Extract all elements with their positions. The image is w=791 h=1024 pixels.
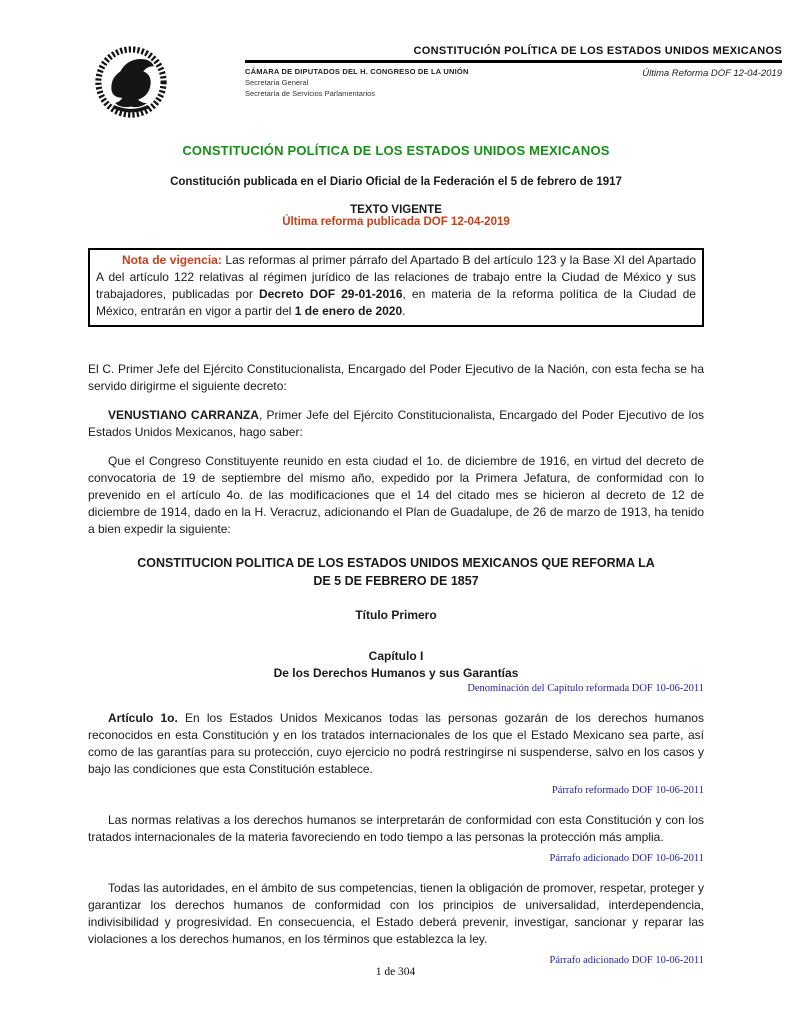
header-last-reform: Última Reforma DOF 12-04-2019 — [642, 68, 782, 79]
note-text-2: , en materia de la reforma política de la Ciudad de México, entrarán en vigor a partir del — [96, 287, 696, 318]
note-effective-date: 1 de enero de 2020 — [294, 304, 403, 318]
articulo-1-text: En los Estados Unidos Mexicanos todas las personas gozarán de los derechos humanos reconocidos en esta Constitución y en los tratados internacionales de los que el Estado Mexicano sea parte, así como de las garantías para su protección, cuyo ejercicio no podrá restringirse ni suspenderse, salvo en los casos y bajo las condiciones que esta Constitución establece. — [88, 711, 704, 776]
reform-heading — [88, 554, 704, 590]
page-header — [88, 45, 782, 117]
validity-note-box — [88, 248, 704, 327]
capitulo-heading: Capítulo I — [368, 649, 424, 663]
org-secretaria-general: Secretaría General — [245, 78, 309, 87]
org-servicios-parlamentarios: Secretaría de Servicios Parlamentarios — [245, 89, 376, 98]
header-subrow — [245, 67, 782, 98]
validity-note-label: Nota de vigencia: — [122, 253, 222, 267]
paragraph-normas: Las normas relativas a los derechos humanos se interpretarán de conformidad con esta Constitución y con los tratados internacionales de la materia favoreciendo en todo tiempo a las personas la protección más amplia. — [88, 813, 704, 844]
published-line: Constitución publicada en el Diario Oficial de la Federación el 5 de febrero de 1917 — [170, 176, 622, 188]
titulo-primero-heading: Título Primero — [355, 608, 437, 622]
org-block — [245, 67, 469, 98]
capitulo-reform-annotation: Denominación del Capítulo reformada DOF 10-06-2011 — [467, 683, 704, 694]
document-title: CONSTITUCIÓN POLÍTICA DE LOS ESTADOS UNIDOS MEXICANOS — [182, 143, 610, 158]
note-decree-ref: Decreto DOF 29-01-2016 — [258, 287, 403, 301]
carranza-name: VENUSTIANO CARRANZA — [108, 408, 259, 422]
note-text-1: Las reformas al primer párrafo del Apartado B del artículo 123 y la Base XI del Apartado A del artículo 122 relativas al régimen jurídico de las relaciones de trabajo entre la Ciudad de México y sus trabajadores, publicadas por — [96, 253, 697, 301]
carranza-rest: , Primer Jefe del Ejército Constitucionalista, Encargado del Poder Ejecutivo de los Estados Unidos Mexicanos, hago saber: — [88, 408, 705, 439]
reform-heading-line1: CONSTITUCION POLITICA DE LOS ESTADOS UNIDOS MEXICANOS QUE REFORMA LA — [137, 556, 655, 570]
capitulo-subtitle: De los Derechos Humanos y sus Garantías — [273, 666, 519, 680]
articulo-1-label: Artículo 1o. — [108, 711, 178, 725]
normas-annotation: Párrafo adicionado DOF 10-06-2011 — [549, 853, 704, 864]
paragraph-carranza — [88, 407, 704, 441]
reform-heading-line2: DE 5 DE FEBRERO DE 1857 — [313, 574, 479, 588]
paragraph-autoridades: Todas las autoridades, en el ámbito de sus competencias, tienen la obligación de promover, respetar, proteger y garantizar los derechos humanos de conformidad con los principios de universalidad, interdependencia, indivisibilidad y progresividad. En consecuencia, el Estado deberá prevenir, investigar, sancionar y reparar las violaciones a los derechos humanos, en los términos que establezca la ley. — [88, 881, 704, 946]
validity-note-text — [96, 252, 696, 320]
mexico-coat-of-arms-icon — [85, 45, 177, 119]
articulo-1-annotation: Párrafo reformado DOF 10-06-2011 — [551, 785, 704, 796]
paragraph-congreso: Que el Congreso Constituyente reunido en esta ciudad el 1o. de diciembre de 1916, en virtud del decreto de convocatoria de 19 de septiembre del mismo año, expedido por la Primera Jefatura, de conformidad con lo prevenido en el artículo 4o. de las modificaciones que el 14 del citado mes se hicieron al decreto de 12 de diciembre de 1914, dado en la H. Veracruz, adicionando el Plan de Guadalupe, de 26 de marzo de 1913, ha tenido a bien expedir la siguiente: — [88, 454, 704, 536]
note-text-3: . — [402, 304, 406, 318]
paragraph-articulo-1 — [88, 710, 704, 778]
autoridades-annotation: Párrafo adicionado DOF 10-06-2011 — [549, 955, 704, 966]
header-doc-title: CONSTITUCIÓN POLÍTICA DE LOS ESTADOS UNIDOS MEXICANOS — [245, 45, 782, 63]
header-right — [245, 45, 782, 98]
last-reform-published: Última reforma publicada DOF 12-04-2019 — [282, 216, 510, 228]
org-chamber: CÁMARA DE DIPUTADOS DEL H. CONGRESO DE LA UNIÓN — [245, 67, 469, 76]
page-number: 1 de 304 — [375, 966, 416, 978]
texto-vigente-label: TEXTO VIGENTE — [350, 204, 442, 216]
paragraph-decree-intro: El C. Primer Jefe del Ejército Constitucionalista, Encargado del Poder Ejecutivo de la Nación, con esta fecha se ha servido dirigirme el siguiente decreto: — [88, 362, 704, 393]
